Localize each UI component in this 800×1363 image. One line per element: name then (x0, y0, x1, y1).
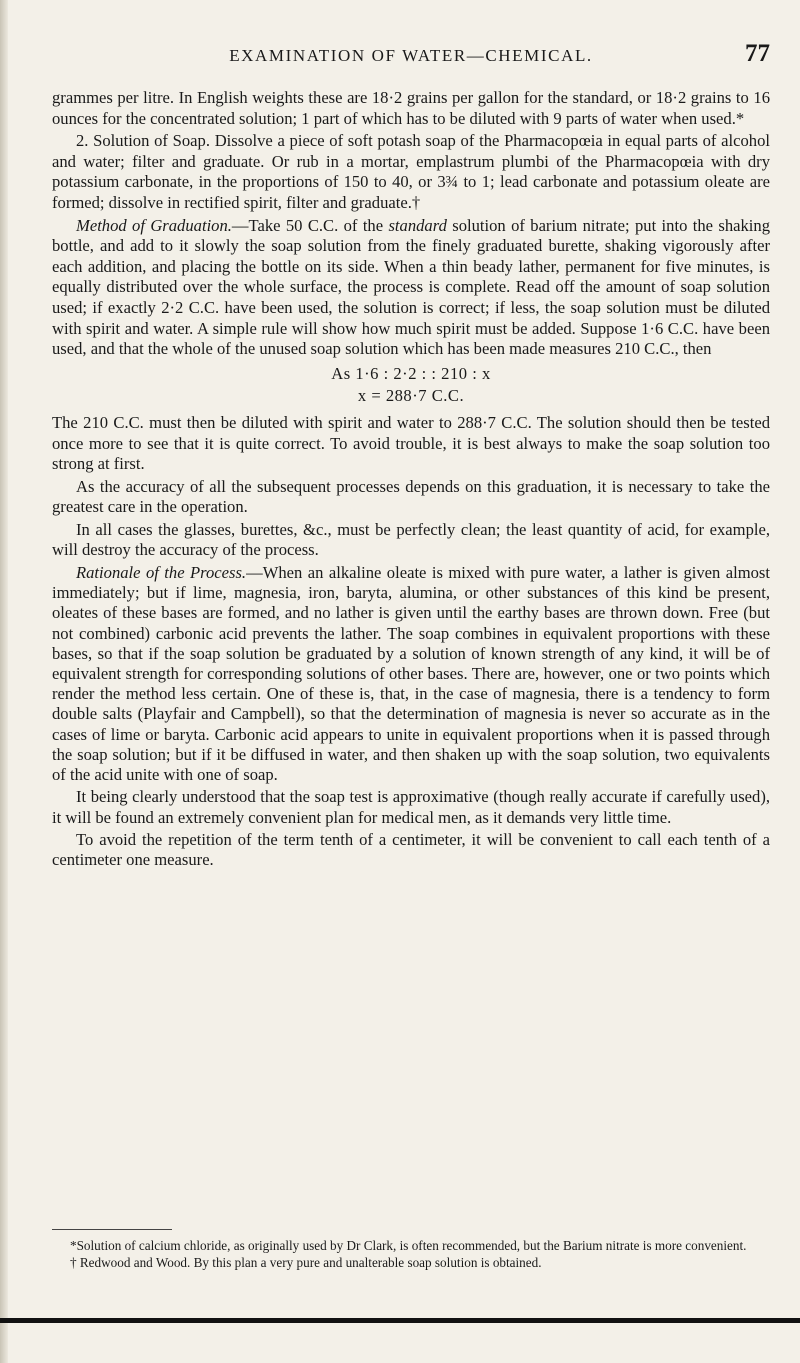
emphasis: standard (388, 215, 447, 235)
paragraph: grammes per litre. In English weights these are 18·2 grains per gallon for the standard, or 18·2 grains to 16 ounces for the concentrated solution; 1 part of which has to be diluted with 9 parts of water when used.* (52, 88, 770, 128)
paragraph: In all cases the glasses, burettes, &c., must be perfectly clean; the least quantity of acid, for example, will destroy the accuracy of the process. (52, 519, 770, 560)
footnotes (52, 1237, 770, 1271)
paragraph-text: —Take 50 C.C. of the (231, 215, 389, 235)
section-heading: Method of Graduation. (76, 215, 232, 235)
paragraph: To avoid the repetition of the term tenth of a centimeter, it will be convenient to call each tenth of a centimeter one measure. (52, 829, 770, 869)
paragraph (52, 563, 770, 785)
body-text (52, 88, 770, 872)
paragraph (52, 216, 770, 360)
paragraph: As the accuracy of all the subsequent processes depends on this graduation, it is necessary to take the greatest care in the operation. (52, 476, 770, 517)
paragraph: It being clearly understood that the soap test is approximative (though really accurate if carefully used), it will be found an extremely convenient plan for medical men, as it demands very little time. (52, 787, 770, 827)
paragraph: The 210 C.C. must then be diluted with spirit and water to 288·7 C.C. The solution should then be tested once more to see that it is quite correct. To avoid trouble, it is best always to make the soap solution too strong at first. (52, 412, 770, 474)
footnote: *Solution of calcium chloride, as originally used by Dr Clark, is often recommended, but the Barium nitrate is more convenient. (70, 1238, 747, 1253)
page-number: 77 (745, 40, 770, 67)
page-edge (0, 0, 8, 1363)
footnote: † Redwood and Wood. By this plan a very pure and unalterable soap solution is obtained. (70, 1255, 542, 1270)
section-heading: Rationale of the Process. (76, 563, 247, 583)
paragraph: 2. Solution of Soap. Dissolve a piece of soft potash soap of the Pharmacopœia in equal parts of alcohol and water; filter and graduate. Or rub in a mortar, emplastrum plumbi of the Pharmacopœia with dry potassium carbonate, in the proportions of 150 to 40, or 3¾ to 1; lead carbonate and potassium oleate are formed; dissolve in rectified spirit, filter and graduate.† (52, 131, 770, 212)
page-header (52, 40, 770, 76)
paragraph-text: —When an alkaline oleate is mixed with pure water, a lather is given almost immediately; but if lime, magnesia, iron, baryta, alumina, or other substances of this kind be present, oleates of these bases are formed, and no lather is given until the earthy bases are thrown down. Free (but not combined) carbonic acid prevents the lather. The soap combines in equivalent proportions with these bases, so that if the soap solution be graduated by a solution of known strength of any kind, it will be of equivalent strength for corresponding solutions of other bases. There are, however, one or two points which render the method less certain. One of these is, that, in the case of magnesia, there is a tendency to form double salts (Playfair and Campbell), so that the determination of magnesia is never so accurate as in the cases of lime or baryta. Carbonic acid appears to unite in equivalent proportions when it is passed through the soap solution; but if it be diffused in water, and then shaken up with the soap solution, two equivalents of the acid unite with one of soap. (52, 563, 770, 785)
paragraph-text: solution of barium nitrate; put into the shaking bottle, and add to it slowly the soap solution from the finely graduated burette, shaking vigorously after each addition, and placing the bottle on its side. When a thin beady lather, permanent for five minutes, is equally distributed over the whole surface, the process is complete. Read off the amount of soap solution used; if exactly 2·2 C.C. have been used, the solution is correct; if less, the soap solution must be diluted with spirit and water. A simple rule will show how much spirit must be added. Suppose 1·6 C.C. have been used, and that the whole of the unused soap solution which has been made measures 210 C.C., then (52, 215, 770, 359)
footnote-rule (52, 1229, 172, 1230)
running-head: EXAMINATION OF WATER—CHEMICAL. (229, 46, 593, 65)
equation: x = 288·7 C.C. (357, 386, 465, 406)
bottom-rule (0, 1318, 800, 1323)
equation: As 1·6 : 2·2 : : 210 : x (331, 363, 491, 383)
